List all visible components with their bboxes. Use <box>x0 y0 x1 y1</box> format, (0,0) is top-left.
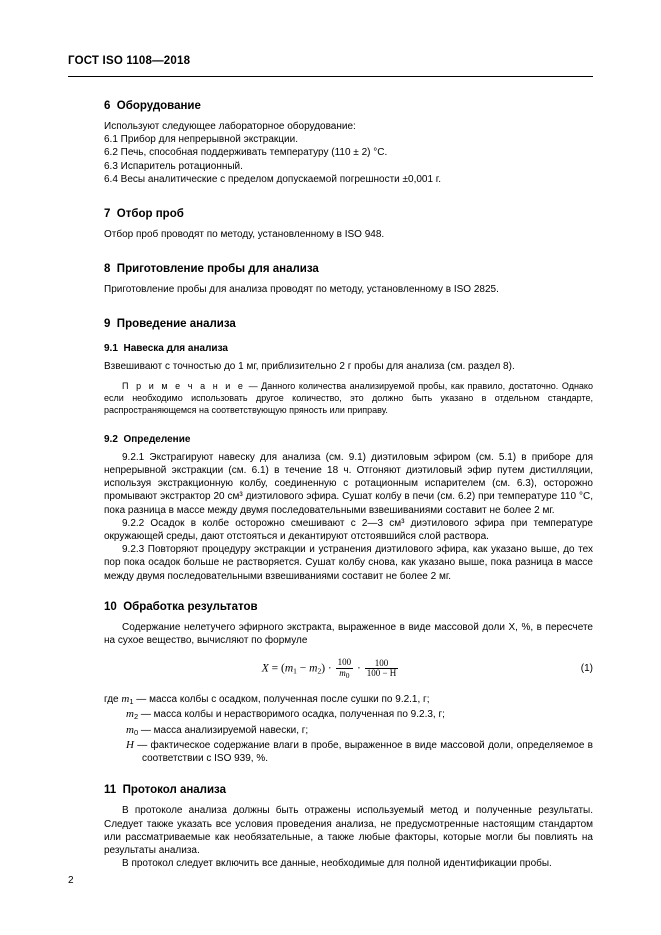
def-sub-m2: 2 <box>133 712 139 722</box>
formula-dot-2: · <box>357 662 361 675</box>
formula-paren-open: ( <box>280 662 285 675</box>
formula-m1: m <box>284 662 294 675</box>
section-11-paragraph-2: В протокол следует включить все данные, необходимые для полной идентификации пробы. <box>122 858 552 870</box>
section-number-11: 11 <box>104 784 117 797</box>
formula-eq: = <box>271 662 279 675</box>
def-text-h: — фактическое содержание влаги в пробе, выраженное в виде массовой доли, определяемое в соответствии с ISO 939, %. <box>137 739 593 765</box>
subclause-heading-9-1 <box>68 343 593 354</box>
section-number-9: 9 <box>104 318 111 331</box>
subclause-heading-9-2 <box>68 434 593 445</box>
section-title-11: Протокол анализа <box>122 784 227 797</box>
section-heading-7 <box>68 208 593 220</box>
formula-m2: m <box>309 662 318 675</box>
section-heading-6 <box>68 100 593 112</box>
section-number-10: 10 <box>104 600 117 613</box>
subclause-title-9-2: Определение <box>123 433 191 445</box>
formula-row <box>68 658 593 684</box>
note-text: — Данного количества анализируемой пробы, как правило, достаточно. Однако если необходимо использовать другое количество, это должно быть указано в отдельном стандарте, распространяющемся на соответствующую пряность или приправу. <box>104 380 593 416</box>
formula-frac1-denominator <box>336 669 354 680</box>
def-row-m2 <box>104 708 593 723</box>
formula-paren-close: ) <box>321 662 326 675</box>
section-title-8: Приготовление пробы для анализа <box>116 263 319 276</box>
page-header: ГОСТ ISO 1108—2018 <box>68 55 191 67</box>
section-number-6: 6 <box>104 100 111 112</box>
section-number-7: 7 <box>104 208 111 221</box>
list-item: 6.2 Печь, способная поддерживать температуру (110 ± 2) °С. <box>104 147 388 159</box>
section-title-7: Отбор проб <box>116 208 184 221</box>
note-9-1 <box>68 380 593 417</box>
subclause-9-1-text: Взвешивают с точностью до 1 мг, приблизительно 2 г пробы для анализа (см. раздел 8). <box>104 361 515 373</box>
section-6-intro: Используют следующее лабораторное оборудование: <box>104 121 356 132</box>
formula-number: (1) <box>580 663 593 675</box>
section-10-text: Содержание нелетучего эфирного экстракта, выраженное в виде массовой доли X, %, в пересчете на сухое вещество, вычисляют по формуле <box>104 621 593 647</box>
section-title-10: Обработка результатов <box>123 600 258 613</box>
def-sub-m0: 0 <box>133 727 139 737</box>
formula-frac2-numerator: 100 <box>365 659 399 669</box>
formula-minus: − <box>299 662 307 675</box>
subclause-number-9-2: 9.2 <box>104 433 118 445</box>
section-number-8: 8 <box>104 263 111 276</box>
section-7-text: Отбор проб проводят по методу, установленному в ISO 948. <box>104 229 385 241</box>
def-text-m1: — масса колбы с осадком, полученная после сушки по 9.2.1, г; <box>136 694 430 706</box>
section-title-6: Оборудование <box>116 100 201 112</box>
note-label: П р и м е ч а н и е <box>122 380 245 391</box>
formula-dot-1: · <box>327 662 332 675</box>
section-6-items <box>68 133 593 186</box>
subclause-title-9-1: Навеска для анализа <box>123 343 228 355</box>
formula-definitions <box>68 693 593 765</box>
section-8-text: Приготовление пробы для анализа проводят по методу, установленному в ISO 2825. <box>104 284 499 296</box>
section-heading-11 <box>68 784 593 796</box>
def-symbol-h: H <box>126 738 134 751</box>
formula-m1-sub: 1 <box>293 666 297 676</box>
paragraph-9-2-3: 9.2.3 Повторяют процедуру экстракции и устранения диэтилового эфира, как указано выше, до тех пор пока осадок больше не растворяется. Сушат колбу снова, как указано выше, пока разница в массе между двумя последовательными взвешиваниями составит не более 2 мг. <box>104 544 593 582</box>
header-divider <box>68 76 593 77</box>
list-item: 6.1 Прибор для непрерывной экстракции. <box>104 134 298 146</box>
where-label: где <box>104 694 119 706</box>
formula-frac1-numerator: 100 <box>337 657 352 668</box>
section-heading-9 <box>68 318 593 330</box>
def-symbol-m1: m <box>121 693 130 706</box>
section-heading-10 <box>68 601 593 613</box>
formula-1 <box>68 658 593 679</box>
formula-fraction-1 <box>336 658 354 679</box>
document-body <box>68 86 593 870</box>
formula-lhs: X <box>261 662 269 675</box>
def-text-m2: — масса колбы и нерастворимого осадка, полученная по 9.2.3, г; <box>140 709 445 721</box>
list-item: 6.3 Испаритель ротационный. <box>104 160 243 172</box>
formula-m2-sub: 2 <box>317 666 322 676</box>
formula-frac1-den-symbol: m <box>339 667 346 678</box>
section-heading-8 <box>68 263 593 275</box>
section-11-paragraph-1: В протоколе анализа должны быть отражены используемый метод и полученные результаты. Следует также указать все условия проведения анализа, не предусмотренные настоящим стандартом или рассматриваемые как необязательные, а также любые факторы, которые могли бы повлиять на результаты анализа. <box>104 805 593 856</box>
section-title-9: Проведение анализа <box>116 318 236 331</box>
def-row-m0 <box>104 724 593 739</box>
def-symbol-m0: m <box>126 723 134 736</box>
subclause-number-9-1: 9.1 <box>104 343 118 355</box>
page-number: 2 <box>68 875 74 886</box>
formula-frac1-den-sub: 0 <box>345 670 350 680</box>
paragraph-9-2-1: 9.2.1 Экстрагируют навеску для анализа (см. 9.1) диэтиловым эфиром (см. 5.1) в приборе для непрерывной экстракции (см. 6.1) в течение 18 ч. Отгоняют диэтиловый эфир путем дистилляции, используя экстракционную колбу, соединенную с ротационным испарителем (см. 6.3), осторожно промывают экстрактор 20 см³ диэтилового эфира. Сушат колбу в печи (см. 6.2) при температуре 110 °С, пока разница в массе между двумя последовательными взвешиваниями составит не более 2 мг. <box>104 451 593 516</box>
paragraph-9-2-2: 9.2.2 Осадок в колбе осторожно смешивают с 2—3 см³ диэтилового эфира при температуре окружающей среды, дают отстояться и декантируют отстоявшийся слой раствора. <box>104 517 593 543</box>
formula-fraction-2 <box>365 659 399 679</box>
def-symbol-m2: m <box>126 708 134 721</box>
list-item: 6.4 Весы аналитические с пределом допускаемой погрешности ±0,001 г. <box>104 173 442 185</box>
formula-frac2-denominator: 100 − H <box>366 668 397 679</box>
def-sub-m1: 1 <box>129 697 134 707</box>
where-label-row <box>104 693 593 708</box>
def-row-h <box>104 739 593 765</box>
def-text-m0: — масса анализируемой навески, г; <box>140 724 309 736</box>
